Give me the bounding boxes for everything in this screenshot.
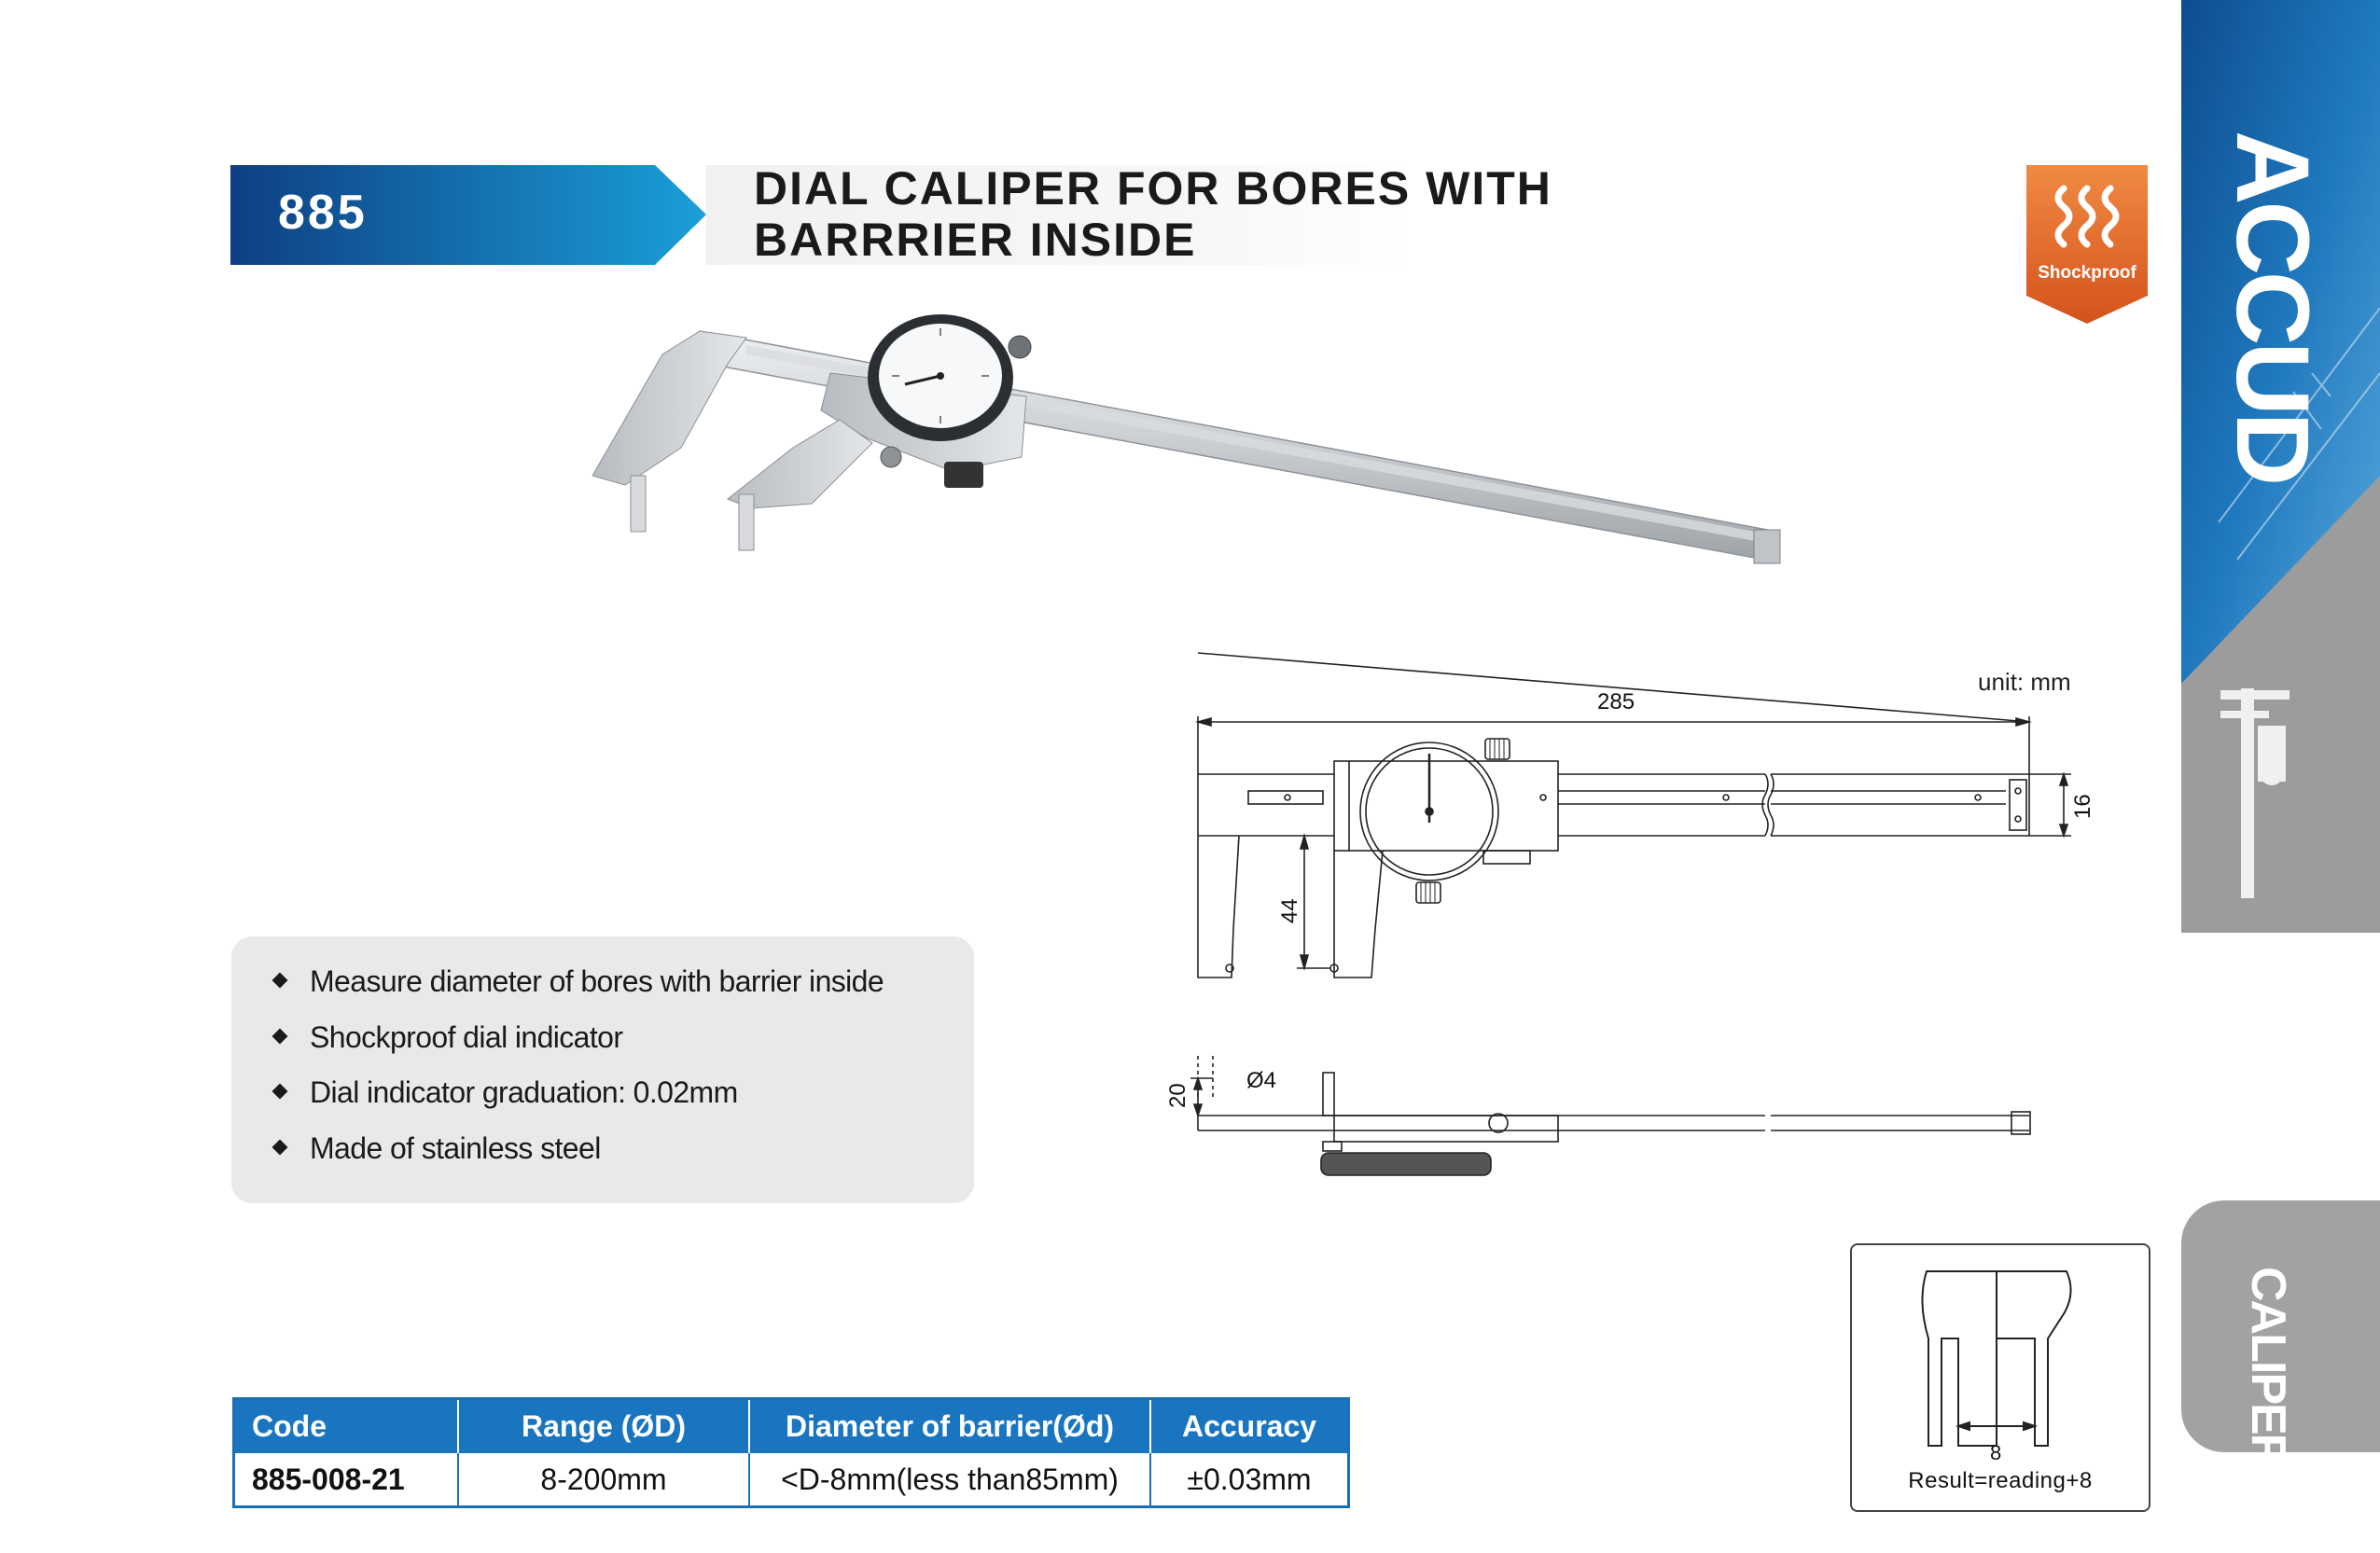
brand-logo: ACCUD (2215, 131, 2330, 483)
jaw-offset-diagram (1852, 1245, 2149, 1469)
offset-dimension-label: 8 (1990, 1441, 2002, 1464)
product-photo (588, 308, 1791, 606)
technical-drawing (1165, 653, 2099, 1213)
table-header-row (234, 1399, 1349, 1454)
feature-item: Made of stainless steel (271, 1128, 884, 1184)
feature-item: Shockproof dial indicator (271, 1017, 884, 1073)
cell-range: 8-200mm (458, 1453, 749, 1507)
category-tab-label (2224, 1267, 2317, 1467)
col-header-accuracy: Accuracy (1150, 1399, 1349, 1454)
col-header-code: Code (234, 1399, 459, 1454)
brand-sidebar (2181, 0, 2380, 933)
title-line-2: BARRRIER INSIDE (754, 214, 1197, 266)
unit-label: unit: mm (1978, 668, 2071, 696)
col-header-barrier: Diameter of barrier(Ød) (749, 1399, 1150, 1454)
title-line-1: DIAL CALIPER FOR BORES WITH (754, 162, 1552, 215)
badge-label: Shockproof (2038, 263, 2136, 283)
table-row (234, 1453, 1349, 1507)
col-header-range: Range (ØD) (458, 1399, 749, 1454)
dim-overall-length: 285 (1597, 689, 1635, 714)
svg-text:CALIPER: CALIPER (2241, 1267, 2295, 1467)
feature-item: Dial indicator graduation: 0.02mm (271, 1072, 884, 1128)
feature-item: Measure diameter of bores with barrier inside (271, 961, 884, 1017)
dim-pin-length: 20 (1165, 1083, 1190, 1108)
dim-beam-height: 16 (2070, 794, 2095, 819)
page-title (754, 163, 1552, 266)
dim-jaw-depth: 44 (1277, 898, 1302, 923)
bullet-diamond-icon (272, 1139, 288, 1155)
bullet-diamond-icon (272, 1084, 288, 1100)
cell-code: 885-008-21 (234, 1453, 459, 1507)
bullet-diamond-icon (272, 973, 288, 989)
result-formula: Result=reading+8 (1908, 1468, 2093, 1493)
cell-accuracy: ±0.03mm (1187, 1462, 1312, 1496)
dim-pin-diameter: Ø4 (1246, 1068, 1277, 1093)
features-list (271, 961, 884, 1183)
bullet-diamond-icon (272, 1028, 288, 1044)
cell-barrier: <D-8mm(less than85mm) (749, 1453, 1150, 1507)
shockproof-badge (2026, 165, 2148, 324)
spec-table (232, 1397, 1350, 1508)
model-number: 885 (278, 186, 368, 240)
